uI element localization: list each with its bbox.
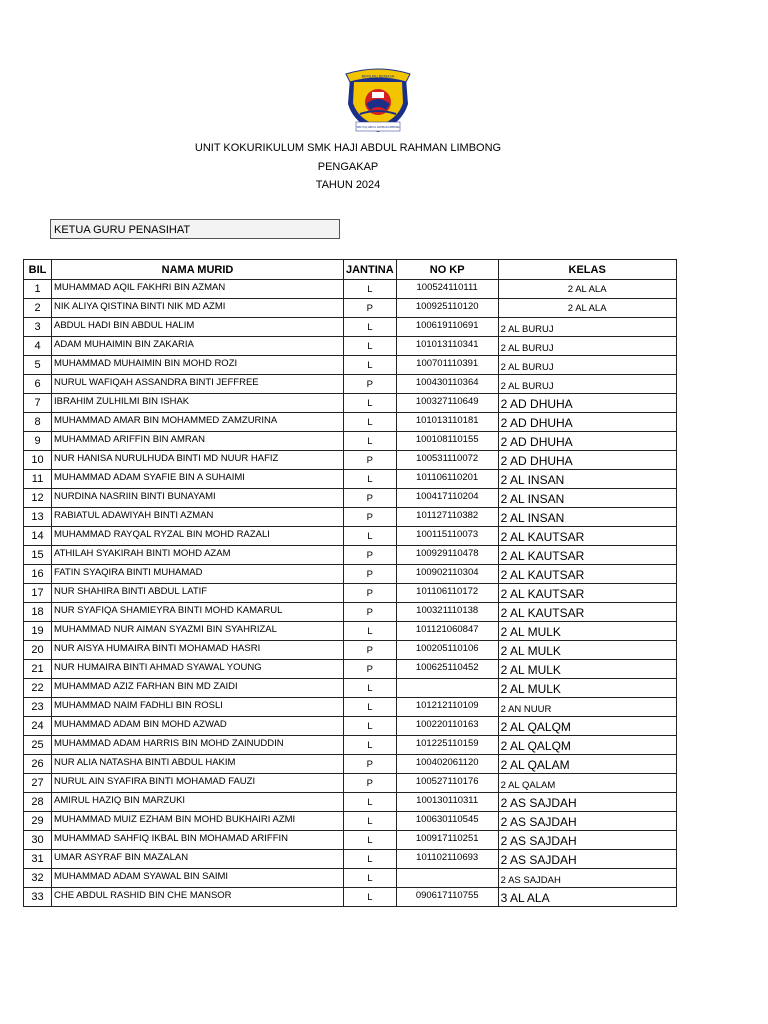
cell-kelas: 3 AL ALA <box>498 888 676 907</box>
cell-jantina: P <box>344 565 397 584</box>
cell-kelas: 2 AN NUUR <box>498 698 676 717</box>
cell-no-kp <box>396 679 498 698</box>
table-row <box>24 888 677 907</box>
cell-nama: MUHAMMAD ADAM SYAWAL BIN SAIMI <box>52 869 344 888</box>
cell-nama: FATIN SYAQIRA BINTI MUHAMAD <box>52 565 344 584</box>
cell-kelas: 2 AL ALA <box>498 299 676 318</box>
cell-nama: MUHAMMAD MUHAIMIN BIN MOHD ROZI <box>52 356 344 375</box>
cell-jantina: L <box>344 736 397 755</box>
cell-jantina: L <box>344 413 397 432</box>
cell-jantina: P <box>344 489 397 508</box>
cell-bil: 32 <box>24 869 52 888</box>
cell-no-kp <box>396 869 498 888</box>
table-row <box>24 717 677 736</box>
cell-kelas: 2 AL MULK <box>498 679 676 698</box>
table-row <box>24 736 677 755</box>
cell-kelas: 2 AS SAJDAH <box>498 812 676 831</box>
cell-kelas: 2 AS SAJDAH <box>498 850 676 869</box>
cell-kelas: 2 AS SAJDAH <box>498 831 676 850</box>
school-crest-logo <box>342 64 414 134</box>
cell-no-kp: 100630110545 <box>396 812 498 831</box>
cell-nama: ABDUL HADI BIN ABDUL HALIM <box>52 318 344 337</box>
cell-bil: 33 <box>24 888 52 907</box>
cell-no-kp: 100925110120 <box>396 299 498 318</box>
cell-bil: 6 <box>24 375 52 394</box>
cell-bil: 30 <box>24 831 52 850</box>
cell-bil: 12 <box>24 489 52 508</box>
table-row <box>24 546 677 565</box>
cell-no-kp: 100130110311 <box>396 793 498 812</box>
cell-kelas: 2 AL QALQM <box>498 717 676 736</box>
cell-no-kp: 090617110755 <box>396 888 498 907</box>
cell-no-kp: 101106110172 <box>396 584 498 603</box>
cell-kelas: 2 AS SAJDAH <box>498 869 676 888</box>
cell-jantina: L <box>344 318 397 337</box>
cell-no-kp: 100701110391 <box>396 356 498 375</box>
cell-nama: CHE ABDUL RASHID BIN CHE MANSOR <box>52 888 344 907</box>
cell-nama: NURDINA NASRIIN BINTI BUNAYAMI <box>52 489 344 508</box>
cell-jantina: L <box>344 337 397 356</box>
table-row <box>24 812 677 831</box>
cell-nama: MUHAMMAD AZIZ FARHAN BIN MD ZAIDI <box>52 679 344 698</box>
table-row <box>24 679 677 698</box>
table-row <box>24 394 677 413</box>
table-row <box>24 451 677 470</box>
table-row <box>24 622 677 641</box>
table-row <box>24 603 677 622</box>
cell-jantina: L <box>344 888 397 907</box>
cell-nama: UMAR ASYRAF BIN MAZALAN <box>52 850 344 869</box>
cell-jantina: L <box>344 280 397 299</box>
cell-nama: NUR ALIA NATASHA BINTI ABDUL HAKIM <box>52 755 344 774</box>
cell-no-kp: 100205110106 <box>396 641 498 660</box>
table-row <box>24 698 677 717</box>
cell-bil: 23 <box>24 698 52 717</box>
cell-kelas: 2 AL KAUTSAR <box>498 527 676 546</box>
cell-bil: 13 <box>24 508 52 527</box>
cell-jantina: L <box>344 432 397 451</box>
cell-kelas: 2 AL INSAN <box>498 508 676 527</box>
cell-bil: 8 <box>24 413 52 432</box>
cell-jantina: P <box>344 375 397 394</box>
table-row <box>24 793 677 812</box>
cell-bil: 7 <box>24 394 52 413</box>
cell-nama: NURUL AIN SYAFIRA BINTI MOHAMAD FAUZI <box>52 774 344 793</box>
cell-kelas: 2 AS SAJDAH <box>498 793 676 812</box>
cell-no-kp: 100220110163 <box>396 717 498 736</box>
cell-kelas: 2 AL ALA <box>498 280 676 299</box>
cell-kelas: 2 AL BURUJ <box>498 375 676 394</box>
cell-jantina: P <box>344 774 397 793</box>
cell-jantina: L <box>344 470 397 489</box>
cell-bil: 21 <box>24 660 52 679</box>
cell-jantina: L <box>344 527 397 546</box>
cell-bil: 14 <box>24 527 52 546</box>
cell-no-kp: 101013110341 <box>396 337 498 356</box>
table-row <box>24 280 677 299</box>
svg-text:BERILMU BERJASA: BERILMU BERJASA <box>361 74 395 79</box>
table-header-row <box>24 260 677 280</box>
cell-no-kp: 100929110478 <box>396 546 498 565</box>
cell-jantina: P <box>344 603 397 622</box>
cell-no-kp: 100531110072 <box>396 451 498 470</box>
table-row <box>24 508 677 527</box>
cell-bil: 16 <box>24 565 52 584</box>
cell-no-kp: 100902110304 <box>396 565 498 584</box>
cell-no-kp: 100917110251 <box>396 831 498 850</box>
cell-bil: 27 <box>24 774 52 793</box>
svg-text:SMK HAJI ABDUL RAHMAN LIMBONG: SMK HAJI ABDUL RAHMAN LIMBONG <box>356 126 400 129</box>
header-jantina: JANTINA <box>344 260 397 280</box>
cell-no-kp: 100619110691 <box>396 318 498 337</box>
cell-bil: 1 <box>24 280 52 299</box>
cell-no-kp: 101127110382 <box>396 508 498 527</box>
cell-bil: 26 <box>24 755 52 774</box>
cell-bil: 3 <box>24 318 52 337</box>
cell-jantina: L <box>344 698 397 717</box>
cell-kelas: 2 AL MULK <box>498 660 676 679</box>
cell-no-kp: 101102110693 <box>396 850 498 869</box>
cell-no-kp: 100430110364 <box>396 375 498 394</box>
cell-kelas: 2 AL BURUJ <box>498 318 676 337</box>
cell-kelas: 2 AL KAUTSAR <box>498 603 676 622</box>
club-name: PENGAKAP <box>317 161 379 173</box>
table-row <box>24 470 677 489</box>
cell-jantina: P <box>344 546 397 565</box>
cell-kelas: 2 AL KAUTSAR <box>498 546 676 565</box>
cell-nama: MUHAMMAD SAHFIQ IKBAL BIN MOHAMAD ARIFFIN <box>52 831 344 850</box>
table-row <box>24 869 677 888</box>
cell-kelas: 2 AD DHUHA <box>498 451 676 470</box>
table-row <box>24 375 677 394</box>
cell-no-kp: 100321110138 <box>396 603 498 622</box>
table-row <box>24 527 677 546</box>
cell-kelas: 2 AL KAUTSAR <box>498 565 676 584</box>
cell-bil: 19 <box>24 622 52 641</box>
cell-jantina: P <box>344 641 397 660</box>
cell-bil: 31 <box>24 850 52 869</box>
table-row <box>24 584 677 603</box>
cell-jantina: P <box>344 451 397 470</box>
advisor-label-box: KETUA GURU PENASIHAT <box>50 219 340 239</box>
cell-no-kp: 100327110649 <box>396 394 498 413</box>
cell-nama: NUR HANISA NURULHUDA BINTI MD NUUR HAFIZ <box>52 451 344 470</box>
table-row <box>24 660 677 679</box>
cell-jantina: L <box>344 394 397 413</box>
cell-jantina: L <box>344 622 397 641</box>
table-row <box>24 318 677 337</box>
table-row <box>24 356 677 375</box>
table-row <box>24 641 677 660</box>
cell-jantina: P <box>344 299 397 318</box>
cell-nama: NURUL WAFIQAH ASSANDRA BINTI JEFFREE <box>52 375 344 394</box>
cell-no-kp: 100625110452 <box>396 660 498 679</box>
cell-jantina: P <box>344 755 397 774</box>
cell-jantina: P <box>344 660 397 679</box>
cell-nama: MUHAMMAD AQIL FAKHRI BIN AZMAN <box>52 280 344 299</box>
cell-nama: NIK ALIYA QISTINA BINTI NIK MD AZMI <box>52 299 344 318</box>
table-row <box>24 413 677 432</box>
cell-nama: NUR HUMAIRA BINTI AHMAD SYAWAL YOUNG <box>52 660 344 679</box>
cell-kelas: 2 AL KAUTSAR <box>498 584 676 603</box>
cell-jantina: L <box>344 717 397 736</box>
cell-bil: 24 <box>24 717 52 736</box>
cell-nama: MUHAMMAD ADAM BIN MOHD AZWAD <box>52 717 344 736</box>
cell-bil: 28 <box>24 793 52 812</box>
cell-jantina: L <box>344 831 397 850</box>
cell-no-kp: 101013110181 <box>396 413 498 432</box>
cell-kelas: 2 AD DHUHA <box>498 432 676 451</box>
cell-nama: MUHAMMAD AMAR BIN MOHAMMED ZAMZURINA <box>52 413 344 432</box>
table-row <box>24 850 677 869</box>
cell-kelas: 2 AD DHUHA <box>498 394 676 413</box>
cell-no-kp: 100402061120 <box>396 755 498 774</box>
cell-kelas: 2 AL INSAN <box>498 470 676 489</box>
cell-bil: 9 <box>24 432 52 451</box>
cell-kelas: 2 AL QALQM <box>498 736 676 755</box>
cell-no-kp: 100527110176 <box>396 774 498 793</box>
cell-jantina: L <box>344 812 397 831</box>
cell-jantina: P <box>344 508 397 527</box>
cell-nama: IBRAHIM ZULHILMI BIN ISHAK <box>52 394 344 413</box>
cell-bil: 20 <box>24 641 52 660</box>
table-row <box>24 337 677 356</box>
student-table <box>23 259 677 907</box>
header-bil: BIL <box>24 260 52 280</box>
cell-nama: MUHAMMAD RAYQAL RYZAL BIN MOHD RAZALI <box>52 527 344 546</box>
school-unit-title: UNIT KOKURIKULUM SMK HAJI ABDUL RAHMAN LIMBONG <box>194 142 502 154</box>
cell-bil: 5 <box>24 356 52 375</box>
cell-nama: ADAM MUHAIMIN BIN ZAKARIA <box>52 337 344 356</box>
cell-kelas: 2 AL MULK <box>498 641 676 660</box>
cell-bil: 11 <box>24 470 52 489</box>
cell-nama: RABIATUL ADAWIYAH BINTI AZMAN <box>52 508 344 527</box>
header-nama-murid: NAMA MURID <box>52 260 344 280</box>
cell-nama: NUR SYAFIQA SHAMIEYRA BINTI MOHD KAMARUL <box>52 603 344 622</box>
cell-jantina: P <box>344 584 397 603</box>
header-no-kp: NO KP <box>396 260 498 280</box>
cell-kelas: 2 AD DHUHA <box>498 413 676 432</box>
cell-kelas: 2 AL MULK <box>498 622 676 641</box>
cell-bil: 2 <box>24 299 52 318</box>
cell-no-kp: 101225110159 <box>396 736 498 755</box>
cell-bil: 25 <box>24 736 52 755</box>
cell-no-kp: 100115110073 <box>396 527 498 546</box>
cell-kelas: 2 AL BURUJ <box>498 337 676 356</box>
cell-jantina: L <box>344 679 397 698</box>
cell-kelas: 2 AL QALAM <box>498 755 676 774</box>
cell-bil: 17 <box>24 584 52 603</box>
header-kelas: KELAS <box>498 260 676 280</box>
cell-nama: MUHAMMAD ARIFFIN BIN AMRAN <box>52 432 344 451</box>
cell-no-kp: 100524110111 <box>396 280 498 299</box>
cell-jantina: L <box>344 356 397 375</box>
cell-nama: MUHAMMAD ADAM SYAFIE BIN A SUHAIMI <box>52 470 344 489</box>
cell-nama: AMIRUL HAZIQ BIN MARZUKI <box>52 793 344 812</box>
year-label: TAHUN 2024 <box>315 179 381 191</box>
table-row <box>24 489 677 508</box>
cell-nama: ATHILAH SYAKIRAH BINTI MOHD AZAM <box>52 546 344 565</box>
table-row <box>24 831 677 850</box>
cell-no-kp: 100108110155 <box>396 432 498 451</box>
cell-kelas: 2 AL QALAM <box>498 774 676 793</box>
cell-bil: 18 <box>24 603 52 622</box>
cell-nama: NUR SHAHIRA BINTI ABDUL LATIF <box>52 584 344 603</box>
cell-jantina: L <box>344 869 397 888</box>
cell-jantina: L <box>344 850 397 869</box>
table-row <box>24 774 677 793</box>
cell-nama: MUHAMMAD ADAM HARRIS BIN MOHD ZAINUDDIN <box>52 736 344 755</box>
cell-bil: 22 <box>24 679 52 698</box>
cell-bil: 10 <box>24 451 52 470</box>
table-row <box>24 432 677 451</box>
cell-bil: 15 <box>24 546 52 565</box>
cell-nama: MUHAMMAD MUIZ EZHAM BIN MOHD BUKHAIRI AZMI <box>52 812 344 831</box>
table-row <box>24 299 677 318</box>
cell-nama: MUHAMMAD NAIM FADHLI BIN ROSLI <box>52 698 344 717</box>
cell-no-kp: 100417110204 <box>396 489 498 508</box>
table-row <box>24 565 677 584</box>
cell-nama: MUHAMMAD NUR AIMAN SYAZMI BIN SYAHRIZAL <box>52 622 344 641</box>
cell-jantina: L <box>344 793 397 812</box>
cell-bil: 29 <box>24 812 52 831</box>
cell-no-kp: 101106110201 <box>396 470 498 489</box>
table-row <box>24 755 677 774</box>
cell-kelas: 2 AL INSAN <box>498 489 676 508</box>
cell-no-kp: 101212110109 <box>396 698 498 717</box>
cell-no-kp: 101121060847 <box>396 622 498 641</box>
cell-bil: 4 <box>24 337 52 356</box>
cell-kelas: 2 AL BURUJ <box>498 356 676 375</box>
cell-nama: NUR AISYA HUMAIRA BINTI MOHAMAD HASRI <box>52 641 344 660</box>
